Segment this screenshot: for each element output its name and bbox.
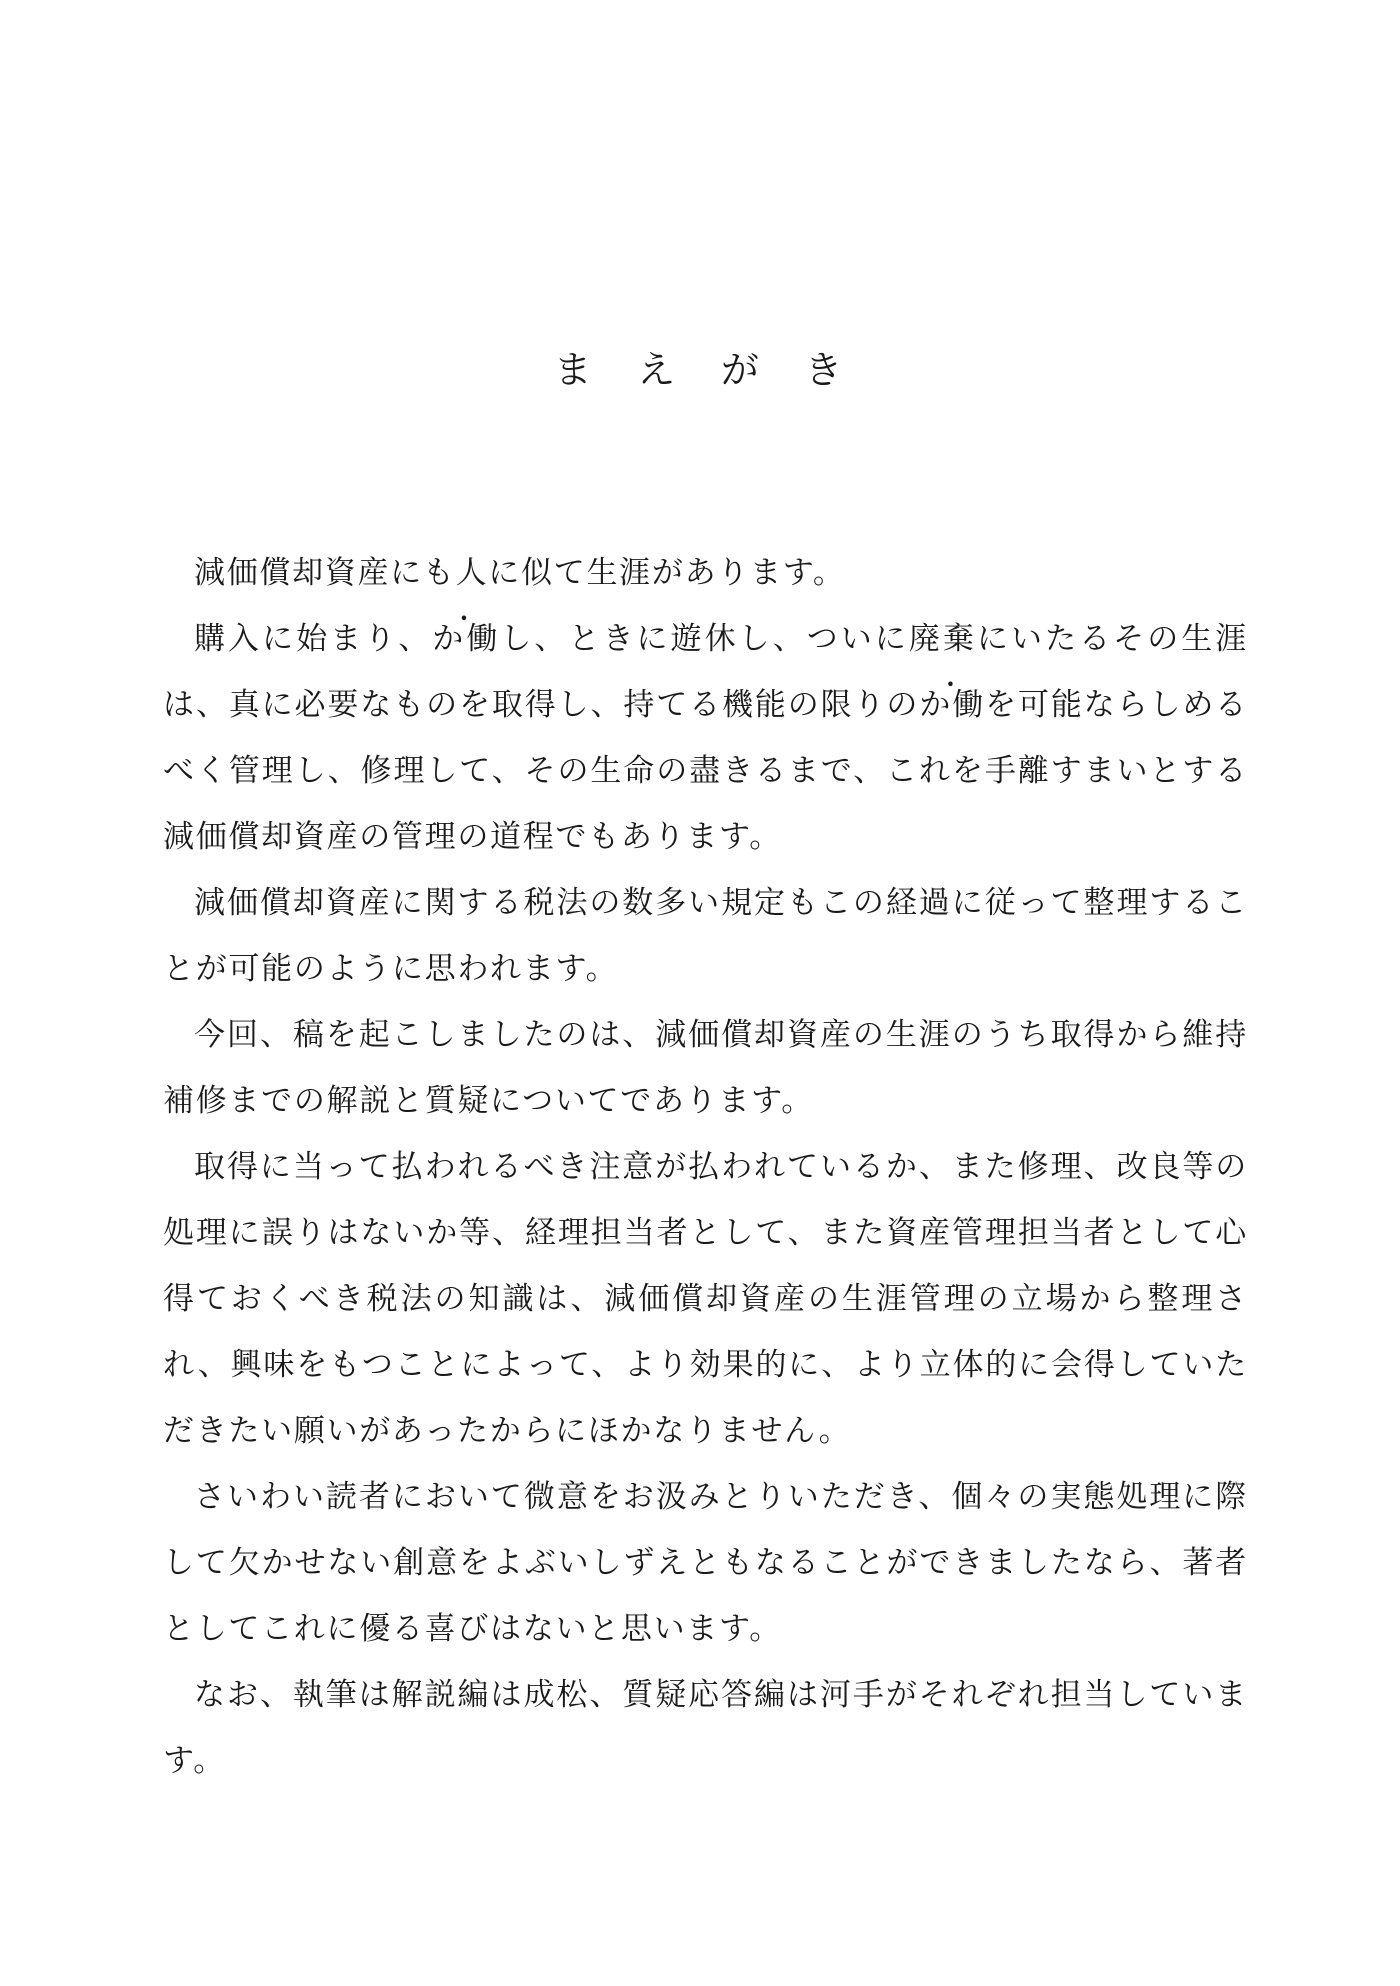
paragraph <box>163 1464 1248 1662</box>
paragraph-text: 購入に始まり、 <box>194 621 433 657</box>
preface-body <box>163 540 1248 1794</box>
paragraph-text: なお、執筆は解説編は成松、質疑応答編は河手がそれぞれ担当しています。 <box>163 1677 1248 1779</box>
paragraph <box>163 540 1248 606</box>
emphasis-dot-char: か <box>432 621 467 657</box>
paragraph <box>163 1134 1248 1464</box>
paragraph-text: 取得に当って払われるべき注意が払われているか、また修理、改良等の処理に誤りはないか等、経理担当者として、また資産管理担当者として心得ておくべき税法の知識は、減価償却資産の生涯管理の立場から整理され、興味をもつことによって、より効果的に、より立体的に会得していただきたい願いがあったからにほかなりません。 <box>163 1149 1248 1449</box>
paragraph <box>163 606 1248 870</box>
paragraph-text: 減価償却資産にも人に似て生涯があります。 <box>194 555 846 591</box>
emphasis-dot-char: か <box>919 687 953 723</box>
page-title: ま え が き <box>553 348 847 392</box>
paragraph-text: 減価償却資産に関する税法の数多い規定もこの経過に従って整理することが可能のように思われます。 <box>163 885 1248 987</box>
paragraph-text: さいわい読者において微意をお汲みとりいただき、個々の実態処理に際して欠かせない創意をよぶいしずえともなることができましたなら、著者としてこれに優る喜びはないと思います。 <box>163 1479 1248 1647</box>
paragraph <box>163 1002 1248 1134</box>
paragraph-text: 今回、稿を起こしましたのは、減価償却資産の生涯のうち取得から維持補修までの解説と質疑についてであります。 <box>163 1017 1248 1119</box>
paragraph <box>163 1662 1248 1794</box>
paragraph-text: 働し、ときに遊休し、ついに廃棄にいたるその生涯は、真に必要なものを取得し、持てる機能の限りの <box>163 621 1248 723</box>
paragraph <box>163 870 1248 1002</box>
paragraph-text: 働を可能ならしめるべく管理し、修理して、その生命の盡きるまで、これを手離すまいとする減価償却資産の管理の道程でもあります。 <box>163 687 1248 855</box>
